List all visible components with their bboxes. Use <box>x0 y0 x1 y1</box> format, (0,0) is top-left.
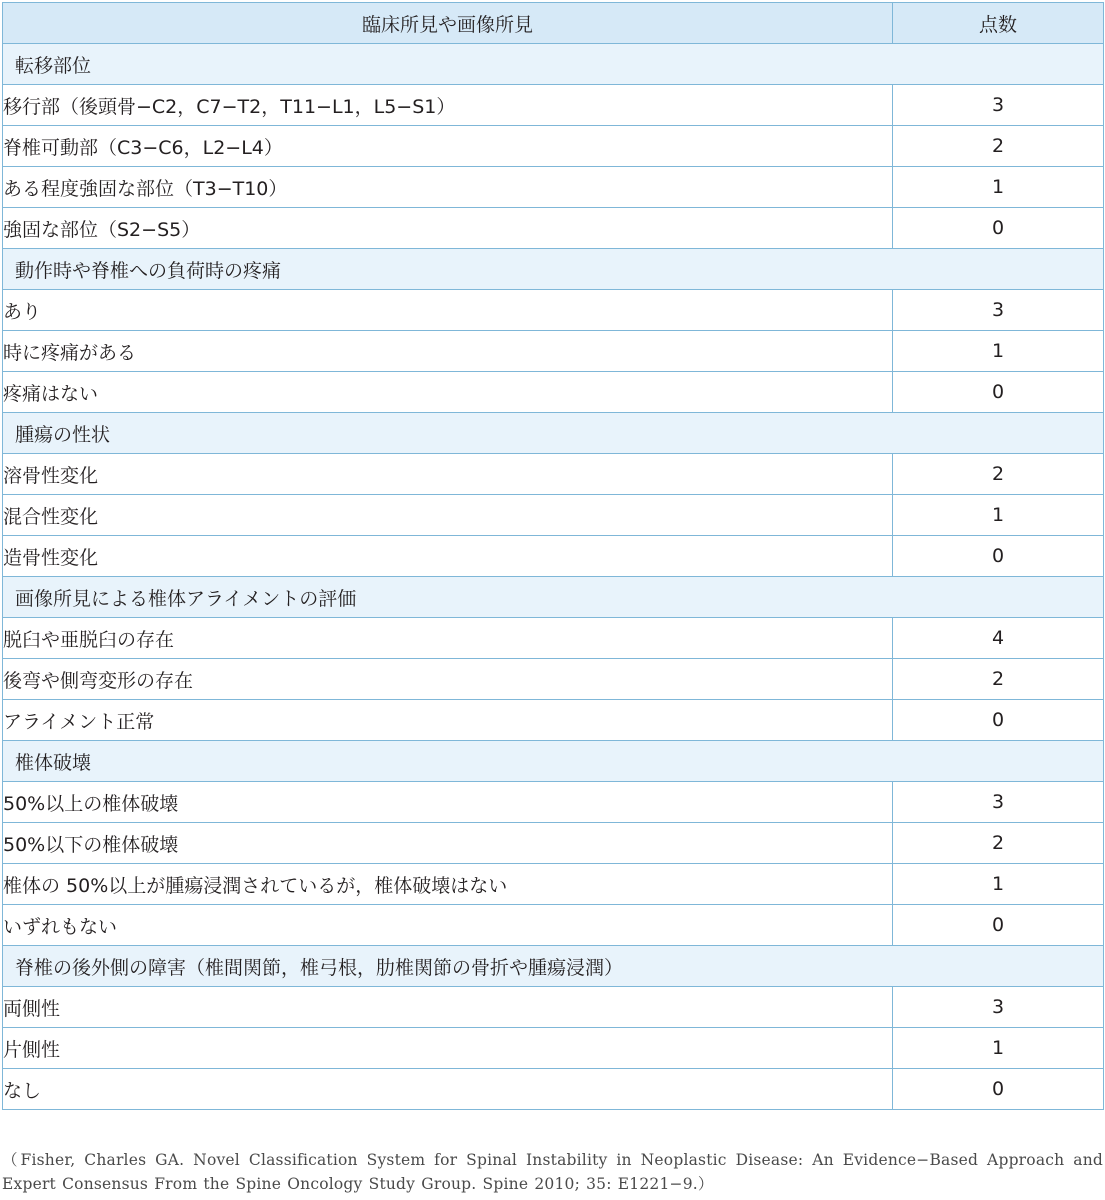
item-label: 強固な部位（S2−S5） <box>3 208 893 249</box>
table-row <box>3 1028 1104 1069</box>
item-label: 50%以下の椎体破壊 <box>3 823 893 864</box>
category-row <box>3 741 1104 782</box>
table-row <box>3 495 1104 536</box>
item-label: 移行部（後頭骨−C2，C7−T2，T11−L1，L5−S1） <box>3 85 893 126</box>
category-row <box>3 946 1104 987</box>
item-score: 2 <box>893 454 1104 495</box>
item-score: 0 <box>893 700 1104 741</box>
table-row <box>3 905 1104 946</box>
category-title: 動作時や脊椎への負荷時の疼痛 <box>3 249 1104 290</box>
item-score: 1 <box>893 495 1104 536</box>
table-row <box>3 987 1104 1028</box>
table-row <box>3 1069 1104 1110</box>
table-row <box>3 167 1104 208</box>
category-row <box>3 577 1104 618</box>
item-label: 50%以上の椎体破壊 <box>3 782 893 823</box>
item-label: 混合性変化 <box>3 495 893 536</box>
sins-score-table <box>2 2 1104 1110</box>
item-label: 脱臼や亜脱臼の存在 <box>3 618 893 659</box>
item-score: 3 <box>893 987 1104 1028</box>
category-title: 脊椎の後外側の障害（椎間関節，椎弓根，肋椎関節の骨折や腫瘍浸潤） <box>3 946 1104 987</box>
score-column-header: 点数 <box>893 3 1104 44</box>
item-label: 脊椎可動部（C3−C6，L2−L4） <box>3 126 893 167</box>
table-row <box>3 618 1104 659</box>
item-label: 片側性 <box>3 1028 893 1069</box>
item-label: 溶骨性変化 <box>3 454 893 495</box>
item-score: 0 <box>893 905 1104 946</box>
category-title: 転移部位 <box>3 44 1104 85</box>
category-row <box>3 413 1104 454</box>
item-score: 3 <box>893 290 1104 331</box>
item-label: なし <box>3 1069 893 1110</box>
table-row <box>3 208 1104 249</box>
item-label: 疼痛はない <box>3 372 893 413</box>
table-row <box>3 85 1104 126</box>
item-label: 後弯や側弯変形の存在 <box>3 659 893 700</box>
item-score: 1 <box>893 167 1104 208</box>
table-row <box>3 126 1104 167</box>
item-label: アライメント正常 <box>3 700 893 741</box>
citation: （Fisher, Charles GA. Novel Classification System for Spinal Instability in Neoplastic Disease: An Evidence−Based Approach and Expert Consensus From the Spine Oncology Study Group. Spine 2010; 35: E1221−9.） <box>2 1151 1103 1193</box>
item-score: 2 <box>893 823 1104 864</box>
table-row <box>3 700 1104 741</box>
table-row <box>3 290 1104 331</box>
category-title: 椎体破壊 <box>3 741 1104 782</box>
table-body <box>3 44 1104 1110</box>
table-row <box>3 331 1104 372</box>
item-score: 3 <box>893 85 1104 126</box>
table-row <box>3 454 1104 495</box>
item-score: 1 <box>893 331 1104 372</box>
item-label: 造骨性変化 <box>3 536 893 577</box>
item-score: 0 <box>893 1069 1104 1110</box>
item-score: 0 <box>893 536 1104 577</box>
finding-column-header: 臨床所見や画像所見 <box>3 3 893 44</box>
table-row <box>3 372 1104 413</box>
table-row <box>3 823 1104 864</box>
item-label: 椎体の 50%以上が腫瘍浸潤されているが，椎体破壊はない <box>3 864 893 905</box>
table-row <box>3 659 1104 700</box>
item-label: あり <box>3 290 893 331</box>
item-label: ある程度強固な部位（T3−T10） <box>3 167 893 208</box>
category-title: 画像所見による椎体アライメントの評価 <box>3 577 1104 618</box>
category-row <box>3 249 1104 290</box>
table-row <box>3 782 1104 823</box>
item-label: 時に疼痛がある <box>3 331 893 372</box>
item-score: 3 <box>893 782 1104 823</box>
item-score: 2 <box>893 659 1104 700</box>
category-title: 腫瘍の性状 <box>3 413 1104 454</box>
table-row <box>3 864 1104 905</box>
table-header-row <box>3 3 1104 44</box>
category-row <box>3 44 1104 85</box>
item-score: 1 <box>893 1028 1104 1069</box>
item-score: 1 <box>893 864 1104 905</box>
table-row <box>3 536 1104 577</box>
item-label: いずれもない <box>3 905 893 946</box>
item-score: 2 <box>893 126 1104 167</box>
item-score: 0 <box>893 372 1104 413</box>
item-score: 0 <box>893 208 1104 249</box>
item-score: 4 <box>893 618 1104 659</box>
item-label: 両側性 <box>3 987 893 1028</box>
